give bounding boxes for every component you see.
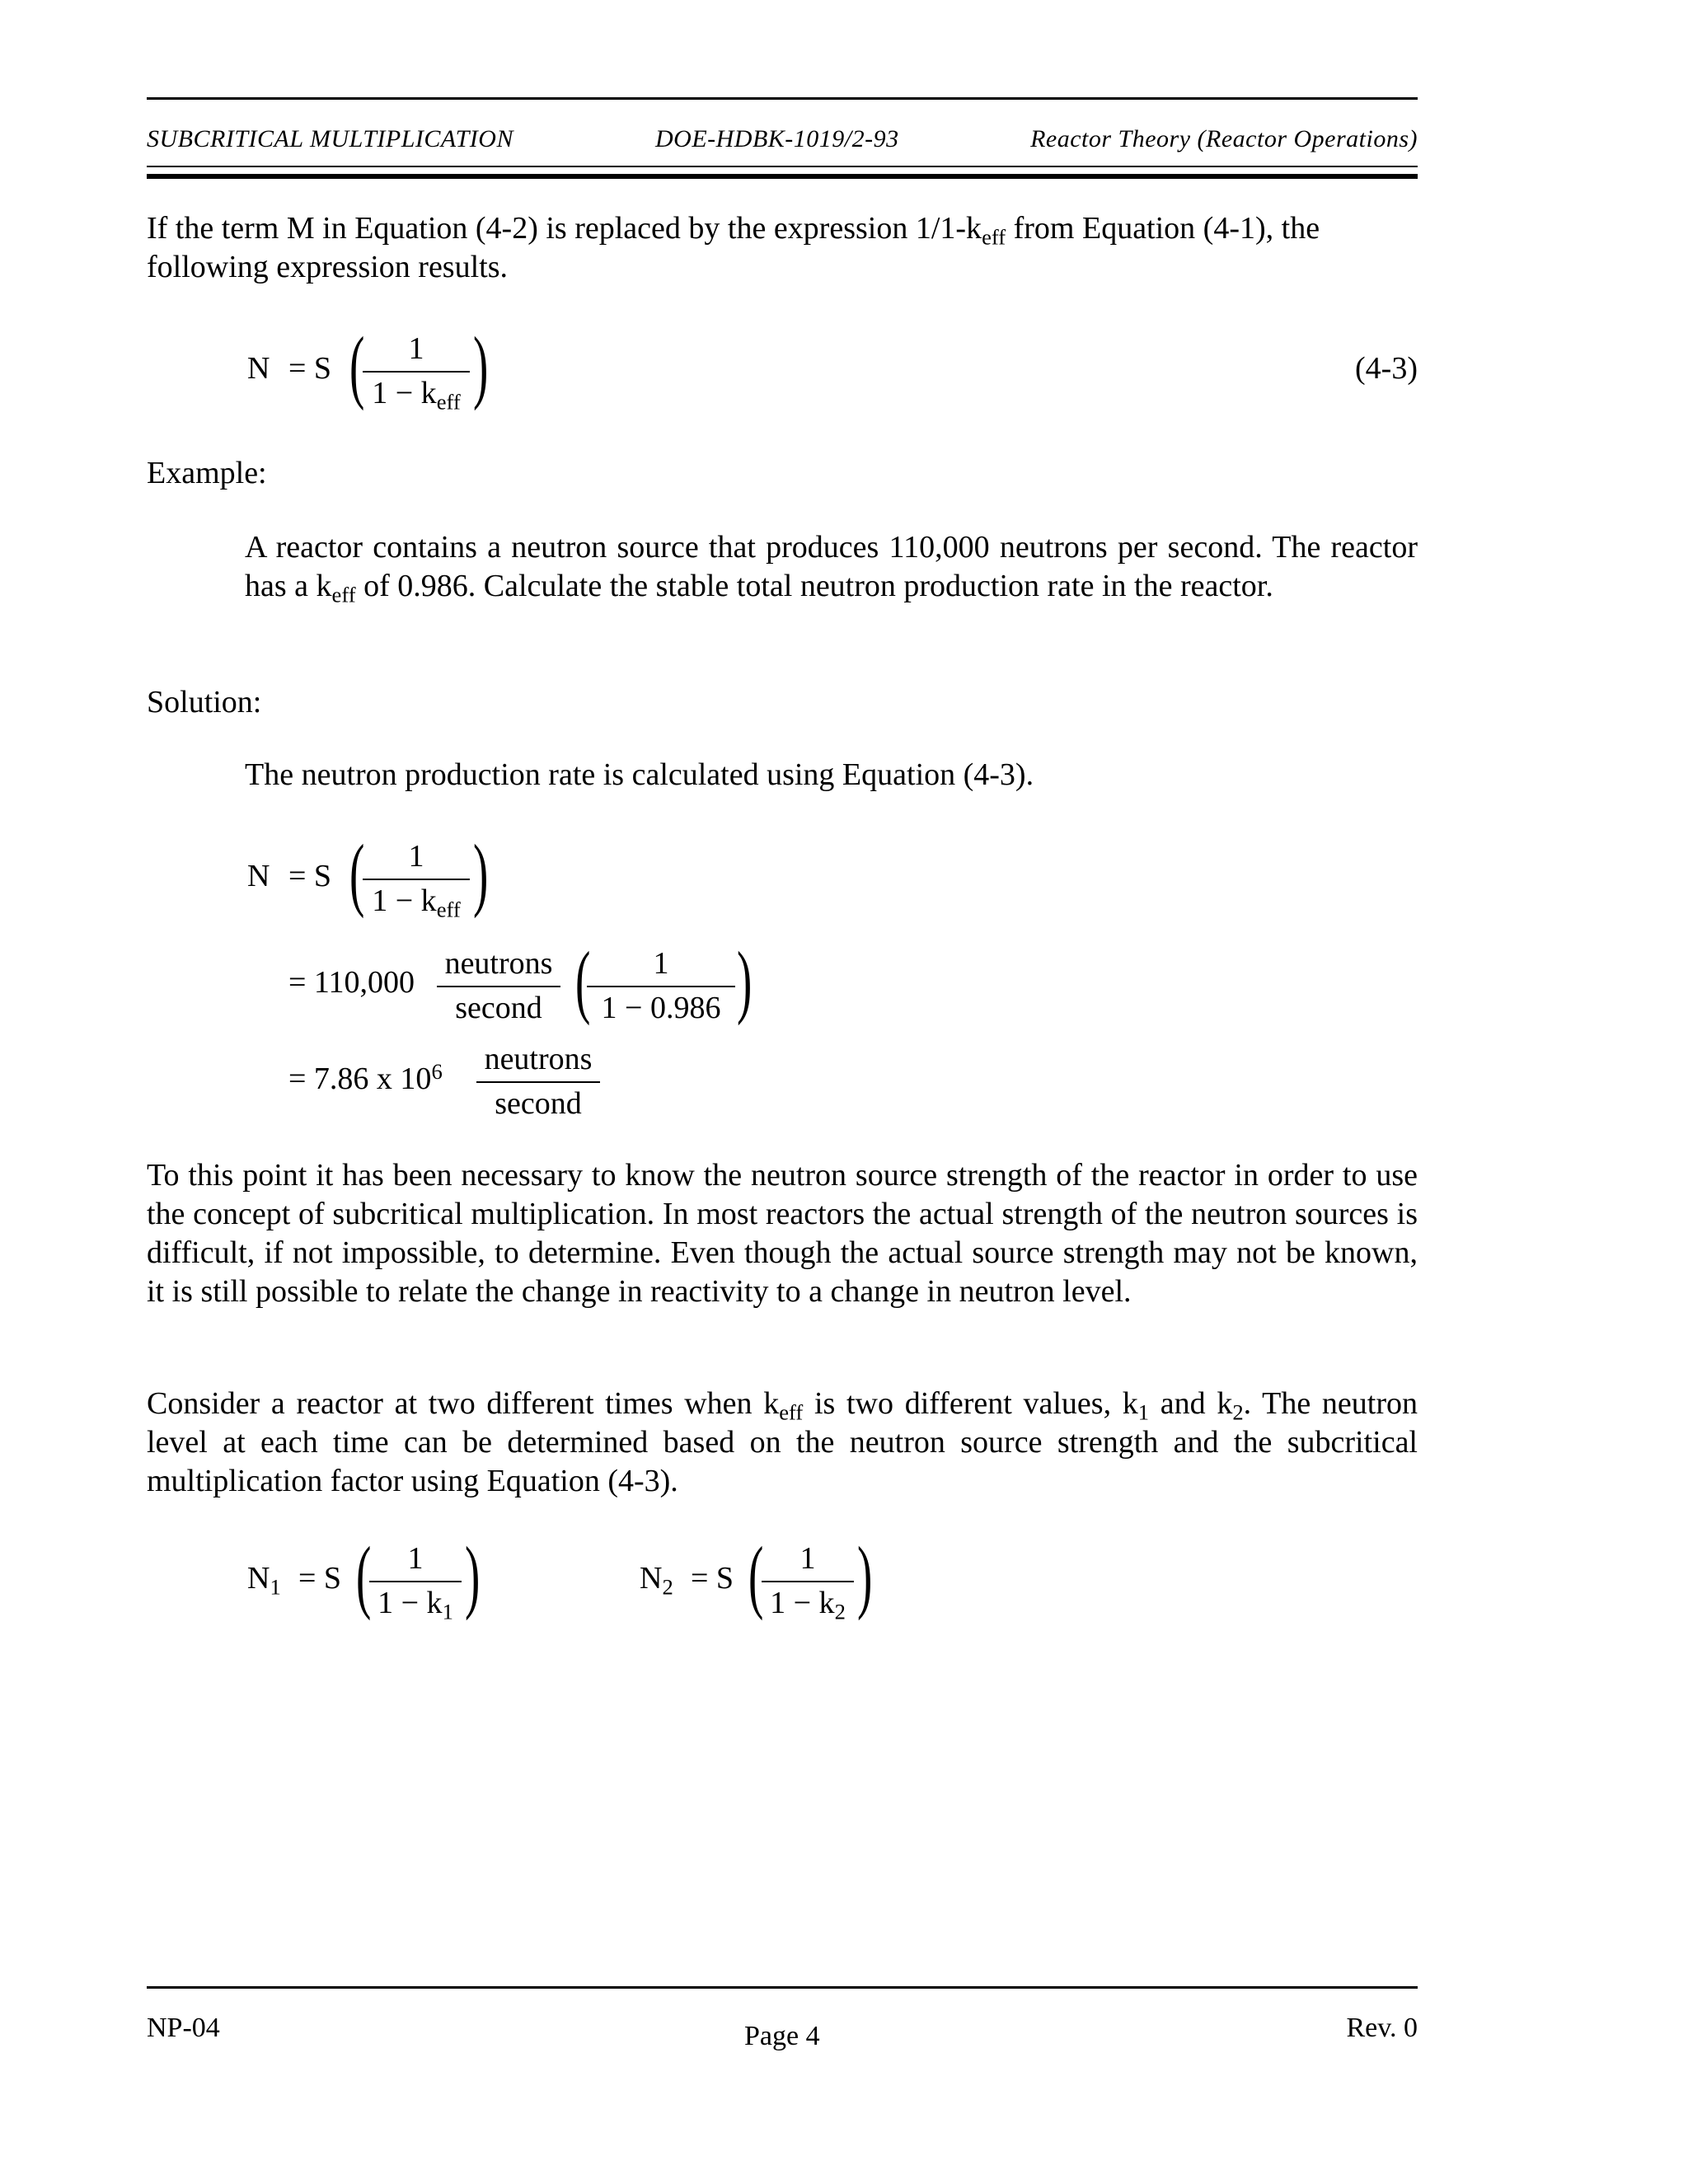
n2-numerator: 1 [799,1541,816,1576]
n2-fraction [762,1541,854,1624]
header-bottom-rule-thick [147,174,1418,179]
example-paragraph [245,528,1418,606]
step2-numerator: 1 [653,946,669,981]
step1-lhs: N [247,859,270,893]
example-text-b: of 0.986. Calculate the stable total neutron production rate in the reactor. [355,569,1273,603]
n2-close-paren: ) [857,1530,873,1621]
example-label: Example: [147,456,267,490]
footer-module-id: NP-04 [147,2013,220,2043]
solution-text: The neutron production rate is calculated using Equation (4-3). [245,757,1034,792]
step3-units [476,1043,600,1119]
n1-denominator: $1 - k_1$ [377,1586,453,1624]
body-paragraph-2: To this point it has been necessary to know the neutron source strength of the reactor in order to use the concept of subcritical multiplication. In most reactors the actual strength of the neutron sources is difficult, if not impossible, to determine. Even though the actual source strength may not be known, it is still possible to relate the change in reactivity to a change in neutron level. [147,1158,1418,1309]
step3-unit-bar [476,1081,600,1083]
solution-label: Solution: [147,685,262,719]
step2-unit-numerator: neutrons [444,946,553,981]
step2-unit-bar [437,986,560,987]
n2-open-paren: ( [748,1530,764,1621]
step2-fraction-bar [587,986,735,987]
header-bottom-rule-thin [147,166,1418,167]
n1-close-paren: ) [465,1530,481,1621]
n2-fraction-bar [762,1581,854,1582]
step1-close-paren: ) [473,827,489,919]
footer-revision: Rev. 0 [1346,2013,1418,2043]
step2-unit-denominator: second [455,991,542,1025]
intro-text-b: from Equation (4-1), the [1006,211,1320,246]
body-paragraph-3: Consider a reactor at two different times when $k_{eff}$ is two different values, $k_1$ and $k_2$. The neutron level at each time can be determined based on the neutron source strength and the subcritical multiplication factor using Equation (4-3). [147,1386,1418,1498]
eq43-lhs: N [247,351,270,386]
step1-denominator: $1 - k_{eff}$ [372,883,461,922]
n1-open-paren: ( [356,1530,372,1621]
example-text-a: A reactor contains a neutron source that produces 110,000 neutrons per second. The reactor has a k [245,530,1418,603]
n1-lhs: $N_1$ [247,1561,281,1600]
step2-open-paren: ( [575,935,591,1026]
eq43-fraction-bar [363,371,470,373]
n1-numerator: 1 [407,1541,424,1576]
intro-paragraph [147,209,1418,287]
step1-fraction-bar [363,879,470,880]
n1-fraction [369,1541,462,1624]
eq43-number: (4-3) [1355,351,1418,386]
header-top-rule [147,97,1418,100]
step2-denominator: 1 − 0.986 [601,991,721,1025]
eq43-equals-s: = S [288,351,332,386]
step3-unit-numerator: neutrons [484,1042,593,1076]
eq43-open-paren: ( [349,320,365,411]
step2-close-paren: ) [737,935,753,1026]
intro-sub-eff: eff [982,224,1006,250]
footer-rule [147,1986,1418,1989]
step2-fraction [587,948,735,1024]
n2-denominator: $1 - k_2$ [770,1586,846,1624]
eq43-fraction [363,331,470,415]
step1-fraction [363,839,470,922]
eq43-numerator: 1 [408,331,424,366]
header-section-title: SUBCRITICAL MULTIPLICATION [147,125,513,152]
step2-units [437,948,560,1024]
n1-fraction-bar [369,1581,462,1582]
eq43-denominator: $1 - k_{eff}$ [372,376,461,415]
intro-text-line2: following expression results. [147,250,509,284]
step1-open-paren: ( [349,827,365,919]
step1-equals-s: = S [288,859,332,893]
n1-equals-s: = S [298,1561,342,1596]
footer-page-number: Page 4 [744,2021,820,2051]
intro-text-a: If the term M in Equation (4-2) is replaced by the expression 1/1-k [147,211,982,246]
header-document-id: DOE-HDBK-1019/2-93 [655,125,899,152]
example-sub-eff: eff [331,582,356,607]
n2-equals-s: = S [691,1561,734,1596]
step1-numerator: 1 [408,839,424,874]
header-subject: Reactor Theory (Reactor Operations) [1030,125,1418,152]
step2-prefix: = 110,000 [288,965,415,1000]
n2-lhs: $N_2$ [640,1561,673,1600]
step3-unit-denominator: second [495,1086,582,1121]
eq43-close-paren: ) [473,320,489,411]
step3-value: = 7.86 x $10^6$ [288,1059,443,1096]
